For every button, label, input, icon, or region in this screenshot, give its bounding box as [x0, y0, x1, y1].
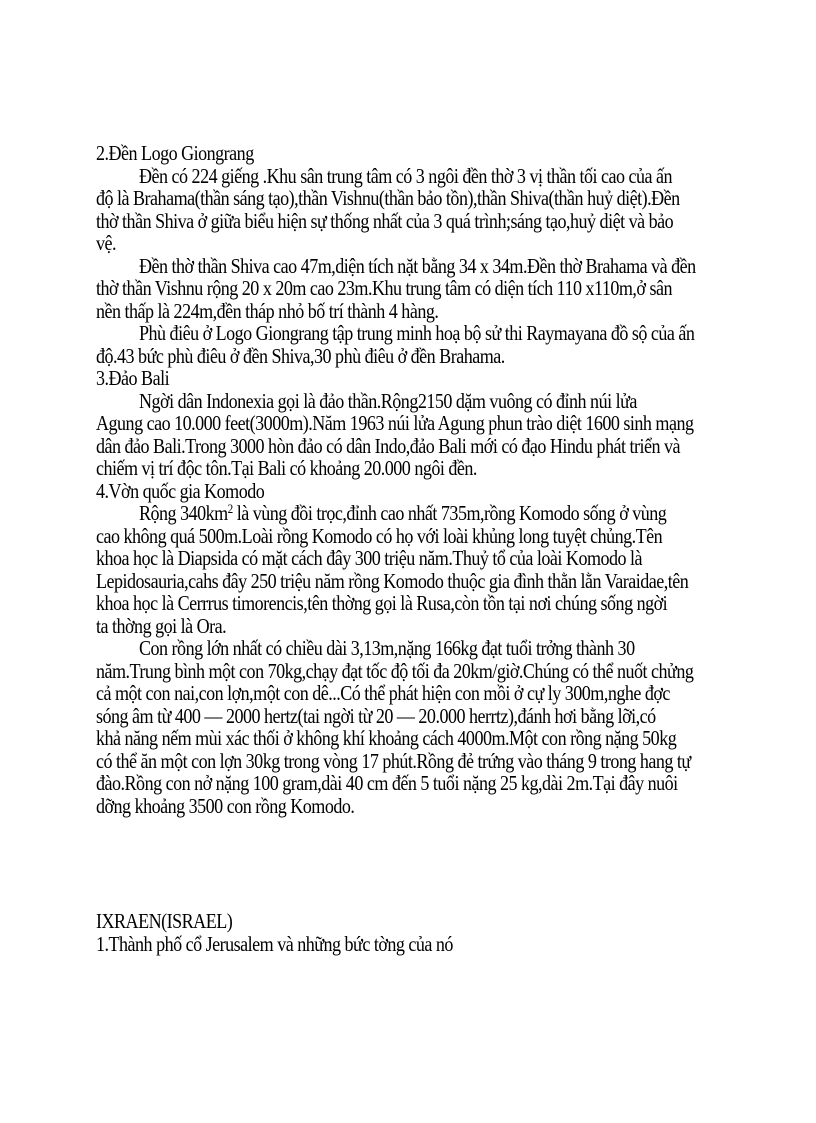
subheading-jerusalem: 1.Thành phố cổ Jerusalem và những bức tờng của nó [96, 931, 453, 956]
paragraph-line: sóng âm từ 400 — 2000 hertz(tai ngời từ 20 — 20.000 herrtz),đánh hơi bằng lỡi,có [96, 703, 656, 728]
heading-israel: IXRAEN(ISRAEL) [96, 909, 233, 933]
area-text-rest: là vùng đồi trọc,đỉnh cao nhất 735m,rồng Komodo sống ở vùng [232, 501, 667, 525]
paragraph-line: năm.Trung bình một con 70kg,chạy đạt tốc độ tối đa 20km/giờ.Chúng có thể nuốt chửng [96, 658, 694, 683]
paragraph-line: có thể ăn một con lợn 30kg trong vòng 17 phút.Rồng đẻ trứng vào tháng 9 trong hang tự [96, 748, 691, 773]
paragraph-line: vệ. [96, 231, 117, 255]
paragraph-line: Lepidosauria,cahs đây 250 triệu năm rồng Komodo thuộc gia đình thằn lằn Varaidae,tên [96, 568, 689, 593]
paragraph-line: khả năng nếm mùi xác thối ở không khí khoảng cách 4000m.Một con rồng nặng 50kg [96, 726, 677, 750]
paragraph-line-first [96, 502, 689, 525]
text-block-israel [96, 910, 786, 955]
paragraph-line: cả một con nai,con lợn,một con dê...Có thể phát hiện con mồi ở cự ly 300m,nghe đợc [96, 681, 670, 705]
paragraph-line: ta thờng gọi là Ora. [96, 613, 227, 638]
paragraph-line: độ là Brahama(thần sáng tạo),thần Vishnu(thần bảo tồn),thần Shiva(thần huỷ diệt).Đền [96, 186, 680, 210]
heading-komodo: 4.Vờn quốc gia Komodo [96, 478, 265, 503]
paragraph-line: Con rồng lớn nhất có chiều dài 3,13m,nặng 166kg đạt tuổi trởng thành 30 [139, 636, 635, 660]
paragraph-line: khoa học là Cerrrus timorencis,tên thờng gọi là Rusa,còn tồn tại nơi chúng sống ngời [96, 591, 668, 615]
paragraph-line: Phù điêu ở Logo Giongrang tập trung minh hoạ bộ sử thi Raymayana đồ sộ của ấn [139, 321, 695, 345]
paragraph-line: đào.Rồng con nở nặng 100 gram,dài 40 cm đến 5 tuổi nặng 25 kg,dài 2m.Tại đây nuôi [96, 771, 678, 795]
superscript: 2 [227, 501, 233, 516]
paragraph-line: thờ thần Shiva ở giữa biểu hiện sự thống nhất của 3 quá trình;sáng tạo,huỷ diệt và bảo [96, 208, 674, 233]
paragraph-line: cao không quá 500m.Loài rồng Komodo có họ với loài khủng long tuyệt chủng.Tên [96, 523, 663, 548]
paragraph-line: Đền có 224 giếng .Khu sân trung tâm có 3 ngôi đền thờ 3 vị thần tối cao của ấn [139, 163, 673, 188]
paragraph-line: nền thấp là 224m,đền tháp nhỏ bố trí thành 4 hàng. [96, 298, 439, 323]
paragraph-line: độ.43 bức phù điêu ở đền Shiva,30 phù điêu ở đền Brahama. [96, 343, 505, 368]
paragraph-line: Ngời dân Indonexia gọi là đảo thần.Rộng2150 dặm vuông có đỉnh núi lửa [139, 388, 637, 413]
text-block-main [96, 142, 786, 817]
paragraph-line: thờ thần Vishnu rộng 20 x 20m cao 23m.Khu trung tâm có diện tích 110 x110m,ở sân [96, 276, 672, 300]
paragraph-line: dân đảo Bali.Trong 3000 hòn đảo có dân Indo,đảo Bali mới có đạo Hindu phát triển và [96, 433, 681, 458]
paragraph-line: Agung cao 10.000 feet(3000m).Năm 1963 núi lửa Agung phun trào diệt 1600 sinh mạng [96, 411, 694, 435]
paragraph-line: chiếm vị trí độc tôn.Tại Bali có khoảng 20.000 ngôi đền. [96, 456, 477, 480]
paragraph-line: dỡng khoảng 3500 con rồng Komodo. [96, 793, 355, 818]
area-text: Rộng 340km [139, 501, 228, 525]
heading-dao-bali: 3.Đảo Bali [96, 366, 170, 390]
heading-den-logo-giongrang: 2.Đền Logo Giongrang [96, 141, 254, 165]
paragraph-line: Đền thờ thần Shiva cao 47m,diện tích nặt bằng 34 x 34m.Đền thờ Brahama và đền [139, 253, 696, 278]
paragraph-line: khoa học là Diapsida có mặt cách đây 300 triệu năm.Thuỷ tổ của loài Komodo là [96, 546, 643, 570]
